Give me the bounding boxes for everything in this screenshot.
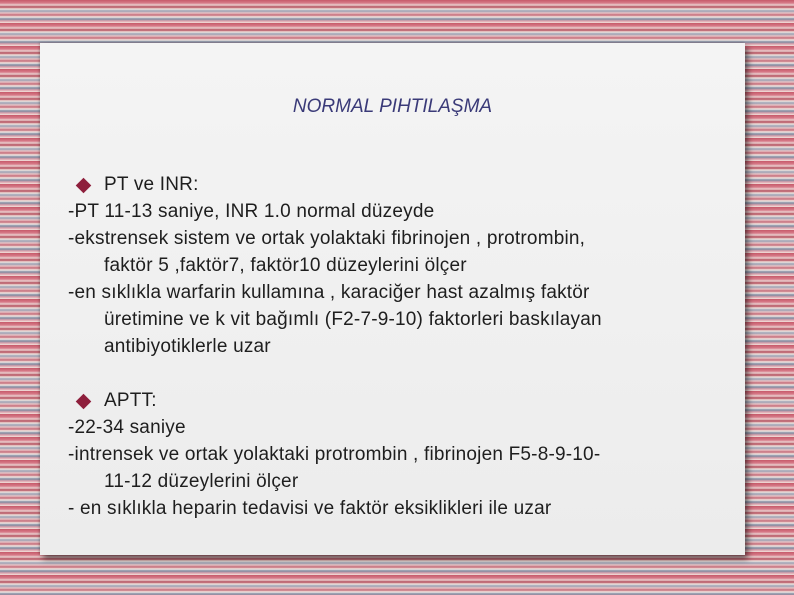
text-line: -PT 11-13 saniye, INR 1.0 normal düzeyde <box>68 201 435 222</box>
diamond-bullet-icon <box>76 394 92 410</box>
diamond-bullet-icon <box>76 178 92 194</box>
text-line-continued: faktör 5 ,faktör7, faktör10 düzeylerini ölçer <box>104 255 467 276</box>
slide-title: NORMAL PIHTILAŞMA <box>292 96 493 117</box>
section-heading-aptt: APTT: <box>104 390 157 411</box>
bullet-pt-inr <box>68 171 728 198</box>
text-line: -ekstrensek sistem ve ortak yolaktaki fibrinojen , protrombin, <box>68 228 586 249</box>
text-line: -intrensek ve ortak yolaktaki protrombin , fibrinojen F5-8-9-10- <box>68 444 601 465</box>
text-line-continued: 11-12 düzeylerini ölçer <box>104 471 299 492</box>
section-heading-pt-inr: PT ve INR: <box>104 174 199 195</box>
bullet-aptt <box>68 387 728 414</box>
text-line-continued: üretimine ve k vit bağımlı (F2-7-9-10) faktorleri baskılayan <box>104 309 602 330</box>
text-line-continued: antibiyotiklerle uzar <box>104 336 271 357</box>
slide-content <box>68 171 728 522</box>
text-line: -en sıklıkla warfarin kullamına , karaciğer hast azalmış faktör <box>68 282 590 303</box>
slide <box>40 43 745 555</box>
text-line: -22-34 saniye <box>68 417 186 438</box>
text-line: - en sıklıkla heparin tedavisi ve faktör eksiklikleri ile uzar <box>68 498 552 519</box>
